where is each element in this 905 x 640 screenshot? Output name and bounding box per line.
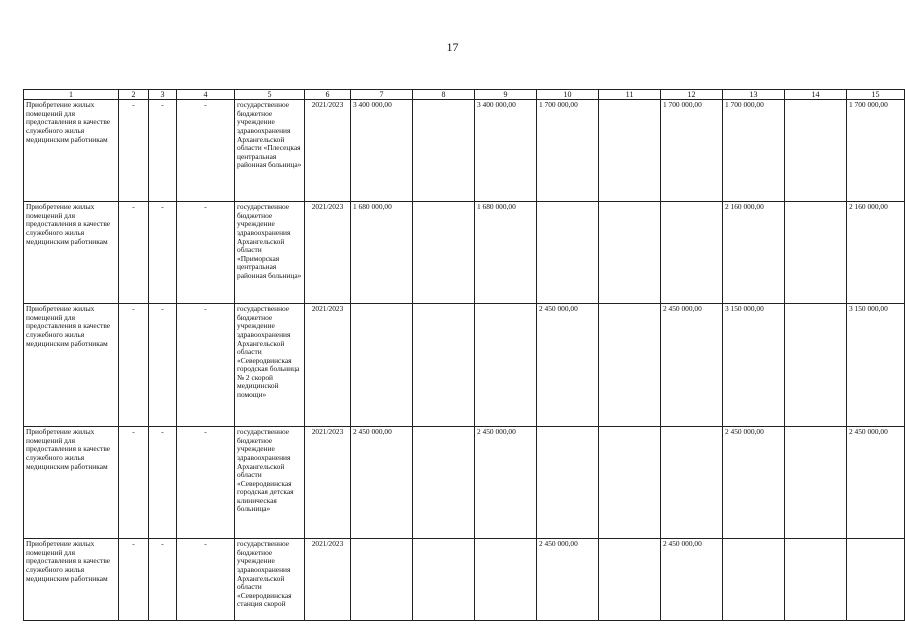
table-cell: - bbox=[119, 100, 149, 202]
amount-cell bbox=[847, 539, 905, 621]
amount-cell bbox=[785, 304, 847, 427]
amount-cell bbox=[599, 304, 661, 427]
purpose-cell: Приобретение жилых помещений для предоставления в качестве служебного жилья медицинским работникам bbox=[24, 304, 119, 427]
table-row bbox=[24, 304, 905, 427]
table-row bbox=[24, 427, 905, 539]
table-cell: - bbox=[149, 202, 177, 304]
amount-cell: 3 400 000,00 bbox=[351, 100, 413, 202]
column-header: 14 bbox=[785, 90, 847, 100]
amount-cell bbox=[785, 427, 847, 539]
period-cell: 2021/2023 bbox=[305, 202, 351, 304]
column-header: 3 bbox=[149, 90, 177, 100]
table-row bbox=[24, 202, 905, 304]
table-cell: - bbox=[177, 427, 235, 539]
column-header: 2 bbox=[119, 90, 149, 100]
amount-cell: 2 450 000,00 bbox=[847, 427, 905, 539]
amount-cell: 3 150 000,00 bbox=[847, 304, 905, 427]
table-cell: - bbox=[177, 539, 235, 621]
amount-cell: 2 450 000,00 bbox=[661, 304, 723, 427]
amount-cell bbox=[785, 202, 847, 304]
column-header: 13 bbox=[723, 90, 785, 100]
table-cell: - bbox=[177, 202, 235, 304]
amount-cell: 2 450 000,00 bbox=[537, 304, 599, 427]
table-cell: - bbox=[149, 539, 177, 621]
amount-cell bbox=[537, 202, 599, 304]
column-header: 1 bbox=[24, 90, 119, 100]
table-cell: - bbox=[177, 304, 235, 427]
column-header: 6 bbox=[305, 90, 351, 100]
table-cell: - bbox=[177, 100, 235, 202]
amount-cell: 1 700 000,00 bbox=[537, 100, 599, 202]
amount-cell bbox=[599, 427, 661, 539]
period-cell: 2021/2023 bbox=[305, 539, 351, 621]
amount-cell: 2 160 000,00 bbox=[847, 202, 905, 304]
table-cell: - bbox=[149, 304, 177, 427]
header-row bbox=[24, 90, 905, 100]
institution-cell: государственное бюджетное учреждение здравоохранения Архангельской области «Плесецкая центральная районная больница» bbox=[235, 100, 305, 202]
column-header: 11 bbox=[599, 90, 661, 100]
institution-cell: государственное бюджетное учреждение здравоохранения Архангельской области «Северодвинская городская больница № 2 скорой медицинской помощи» bbox=[235, 304, 305, 427]
amount-cell bbox=[661, 202, 723, 304]
amount-cell bbox=[413, 100, 475, 202]
amount-cell: 3 150 000,00 bbox=[723, 304, 785, 427]
amount-cell bbox=[475, 539, 537, 621]
table-cell: - bbox=[119, 427, 149, 539]
amount-cell bbox=[537, 427, 599, 539]
amount-cell: 2 450 000,00 bbox=[723, 427, 785, 539]
institution-cell: государственное бюджетное учреждение здравоохранения Архангельской области «Северодвинская городская детская клиническая больница» bbox=[235, 427, 305, 539]
amount-cell: 2 450 000,00 bbox=[351, 427, 413, 539]
data-table bbox=[23, 89, 905, 621]
column-header: 12 bbox=[661, 90, 723, 100]
amount-cell: 2 160 000,00 bbox=[723, 202, 785, 304]
table-cell: - bbox=[119, 202, 149, 304]
column-header: 10 bbox=[537, 90, 599, 100]
period-cell: 2021/2023 bbox=[305, 427, 351, 539]
period-cell: 2021/2023 bbox=[305, 100, 351, 202]
column-header: 4 bbox=[177, 90, 235, 100]
column-header: 15 bbox=[847, 90, 905, 100]
purpose-cell: Приобретение жилых помещений для предоставления в качестве служебного жилья медицинским работникам bbox=[24, 202, 119, 304]
amount-cell: 3 400 000,00 bbox=[475, 100, 537, 202]
amount-cell: 2 450 000,00 bbox=[475, 427, 537, 539]
amount-cell bbox=[599, 539, 661, 621]
column-header: 7 bbox=[351, 90, 413, 100]
purpose-cell: Приобретение жилых помещений для предоставления в качестве служебного жилья медицинским работникам bbox=[24, 539, 119, 621]
amount-cell bbox=[475, 304, 537, 427]
column-header: 9 bbox=[475, 90, 537, 100]
amount-cell bbox=[723, 539, 785, 621]
amount-cell bbox=[413, 202, 475, 304]
column-header: 5 bbox=[235, 90, 305, 100]
amount-cell bbox=[785, 539, 847, 621]
amount-cell: 1 700 000,00 bbox=[661, 100, 723, 202]
page-number: 17 bbox=[446, 40, 459, 54]
amount-cell: 1 680 000,00 bbox=[351, 202, 413, 304]
table-row bbox=[24, 539, 905, 621]
table-cell: - bbox=[119, 304, 149, 427]
table-cell: - bbox=[149, 100, 177, 202]
amount-cell bbox=[661, 427, 723, 539]
amount-cell bbox=[351, 304, 413, 427]
amount-cell: 1 680 000,00 bbox=[475, 202, 537, 304]
amount-cell bbox=[413, 427, 475, 539]
amount-cell bbox=[599, 202, 661, 304]
amount-cell bbox=[599, 100, 661, 202]
amount-cell: 1 700 000,00 bbox=[847, 100, 905, 202]
amount-cell: 2 450 000,00 bbox=[537, 539, 599, 621]
purpose-cell: Приобретение жилых помещений для предоставления в качестве служебного жилья медицинским работникам bbox=[24, 427, 119, 539]
table-cell: - bbox=[149, 427, 177, 539]
amount-cell bbox=[413, 304, 475, 427]
amount-cell bbox=[785, 100, 847, 202]
purpose-cell: Приобретение жилых помещений для предоставления в качестве служебного жилья медицинским работникам bbox=[24, 100, 119, 202]
amount-cell bbox=[351, 539, 413, 621]
table-row bbox=[24, 100, 905, 202]
amount-cell bbox=[413, 539, 475, 621]
amount-cell: 1 700 000,00 bbox=[723, 100, 785, 202]
amount-cell: 2 450 000,00 bbox=[661, 539, 723, 621]
institution-cell: государственное бюджетное учреждение здравоохранения Архангельской области «Северодвинская станция скорой bbox=[235, 539, 305, 621]
institution-cell: государственное бюджетное учреждение здравоохранения Архангельской области «Приморская центральная районная больница» bbox=[235, 202, 305, 304]
column-header: 8 bbox=[413, 90, 475, 100]
period-cell: 2021/2023 bbox=[305, 304, 351, 427]
table-cell: - bbox=[119, 539, 149, 621]
